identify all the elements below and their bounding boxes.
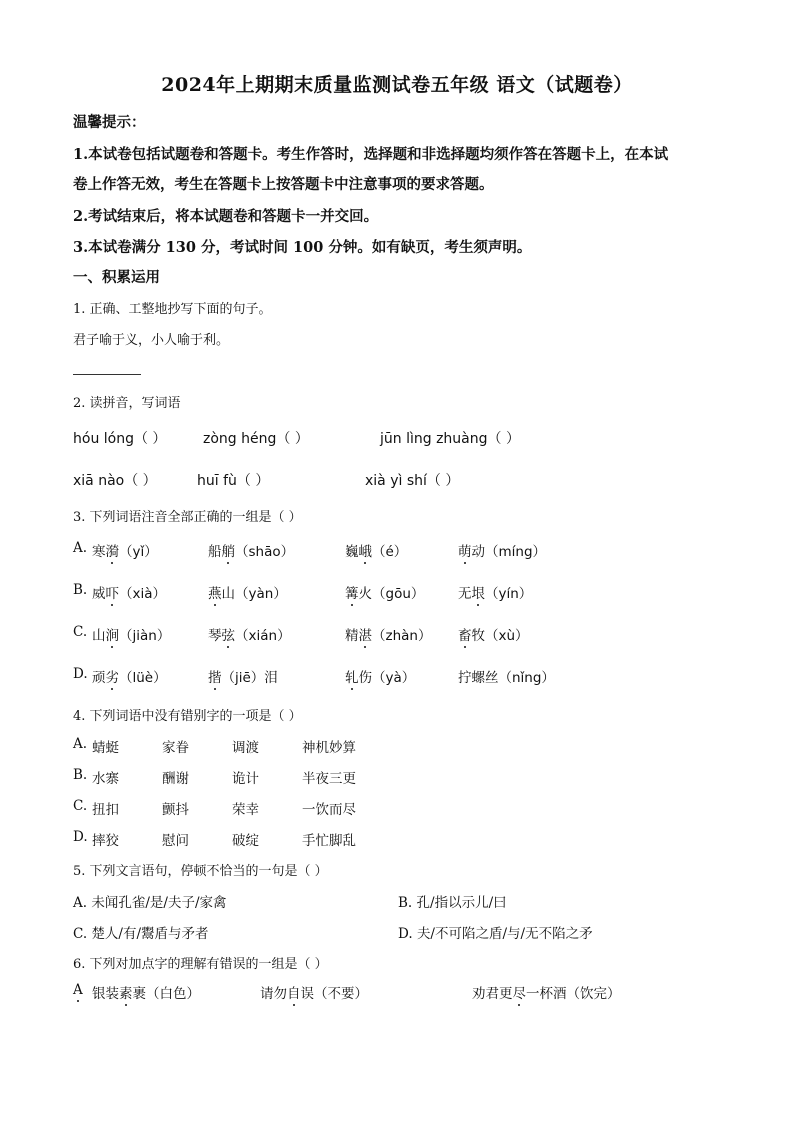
item-text: 船 [208, 544, 222, 560]
item-pinyin: （shāo） [235, 544, 295, 560]
q3-option-item [458, 624, 529, 644]
q3-option-item [92, 582, 166, 602]
item-text: 山 [92, 628, 106, 644]
q3-option-item [208, 624, 291, 644]
item-text: 误（不要） [300, 986, 368, 1002]
q3-option-item [208, 582, 287, 602]
item-text: 一杯酒（饮完） [526, 986, 621, 1002]
item-pinyin: （xián） [235, 628, 291, 644]
q4-option-word: 摔狡 [92, 833, 119, 849]
item-text: 拧 [458, 670, 472, 686]
item-pinyin: 螺丝（nǐng） [471, 670, 555, 686]
item-text: 无 [458, 586, 472, 602]
q4-option-word: 蜻蜓 [92, 740, 119, 756]
q4-option-label: D. [73, 829, 88, 845]
q6-option-item [472, 982, 621, 1002]
item-pinyin: （é） [372, 544, 408, 560]
option-label: C. [73, 926, 88, 942]
notice-item-2: 2.考试结束后，将本试题卷和答题卡一并交回。 [73, 208, 379, 225]
pinyin-item: huī fù（ ） [197, 473, 270, 489]
option-text: 未闻孔雀/是/夫子/家禽 [91, 895, 227, 911]
q6-option-item [260, 982, 368, 1002]
item-pinyin: 牧（xù） [471, 628, 529, 644]
item-pinyin: 动（míng） [471, 544, 547, 560]
q3-option-label: B. [73, 582, 88, 598]
dotted-char: 艄 [222, 540, 236, 560]
pinyin-item: xiā nào（ ） [73, 473, 157, 489]
item-pinyin: （xià） [119, 586, 167, 602]
item-text: 威 [92, 586, 106, 602]
question-1-stem: 1. 正确、工整地抄写下面的句子。 [73, 302, 272, 317]
dotted-char: 弦 [222, 624, 236, 644]
q4-option-word: 酬谢 [162, 771, 189, 787]
dotted-char: 湛 [359, 624, 373, 644]
q3-option-item [92, 666, 167, 686]
pinyin-item: zòng héng（ ） [203, 431, 309, 447]
q4-option-label: B. [73, 767, 88, 783]
item-pinyin: （zhàn） [372, 628, 432, 644]
q3-option-item [208, 666, 278, 686]
q6-option-item [92, 982, 200, 1002]
question-6-stem: 6. 下列对加点字的理解有错误的一组是（ ） [73, 957, 328, 972]
dotted-char: 尽 [513, 982, 527, 1002]
pinyin-item: xià yì shí（ ） [365, 473, 460, 489]
dotted-char: 涧 [106, 624, 120, 644]
dotted-char: 劣 [106, 666, 120, 686]
q3-option-item [92, 624, 170, 644]
item-pinyin: 山（yàn） [221, 586, 287, 602]
dotted-char: 素 [119, 982, 133, 1002]
item-text: 琴 [208, 628, 222, 644]
dotted-char: 吓 [106, 582, 120, 602]
q4-option-word: 神机妙算 [302, 740, 356, 756]
q4-option-word: 颤抖 [162, 802, 189, 818]
item-text: 精 [345, 628, 359, 644]
dotted-char: 轧 [345, 666, 359, 686]
q3-option-item [458, 582, 532, 602]
question-5-stem: 5. 下列文言语句，停顿不恰当的一句是（ ） [73, 864, 328, 879]
q6-option-label [73, 982, 83, 998]
pinyin-item: hóu lóng（ ） [73, 431, 167, 447]
question-4-stem: 4. 下列词语中没有错别字的一项是（ ） [73, 709, 302, 724]
q4-option-word: 扭扣 [92, 802, 119, 818]
item-text: 劝君更 [472, 986, 513, 1002]
question-3-stem: 3. 下列词语注音全部正确的一组是（ ） [73, 510, 302, 525]
item-text: 请勿 [260, 986, 287, 1002]
page-title: 2024年上期期末质量监测试卷五年级 语文（试题卷） [161, 74, 633, 96]
q4-option-word: 诡计 [232, 771, 259, 787]
notice-item-1b: 卷上作答无效，考生在答题卡上按答题卡中注意事项的要求答题。 [73, 176, 494, 193]
notice-item-1a: 1.本试卷包括试题卷和答题卡。考生作答时，选择题和非选择题均须作答在答题卡上，在本试 [73, 146, 669, 163]
q3-option-item [345, 540, 407, 560]
q3-option-item [458, 540, 546, 560]
q3-option-item [92, 540, 158, 560]
dotted-char: A [73, 982, 83, 998]
q4-option-word: 家眷 [162, 740, 189, 756]
option-label: D. [398, 926, 413, 942]
q3-option-item [458, 666, 555, 686]
option-text: 夫/不可陷之盾/与/无不陷之矛 [416, 926, 593, 942]
question-2-stem: 2. 读拼音，写词语 [73, 396, 181, 411]
option-label: A. [73, 895, 88, 911]
item-text: 裹（白色） [132, 986, 200, 1002]
q3-option-label: C. [73, 624, 88, 640]
q3-option-label: A. [73, 540, 88, 556]
dotted-char: 峨 [359, 540, 373, 560]
item-pinyin: （yǐ） [119, 544, 158, 560]
q5-option-d [398, 922, 593, 942]
item-pinyin: 火（gōu） [358, 586, 425, 602]
q4-option-word: 手忙脚乱 [302, 833, 356, 849]
item-pinyin: （lüè） [119, 670, 167, 686]
item-pinyin: （jiē）泪 [221, 670, 278, 686]
dotted-char: 燕 [208, 582, 222, 602]
q4-option-word: 调渡 [232, 740, 259, 756]
section-heading: 一、积累运用 [73, 269, 160, 286]
option-text: 楚人/有/鬻盾与矛者 [91, 926, 209, 942]
item-pinyin: （jiàn） [119, 628, 171, 644]
dotted-char: 篝 [345, 582, 359, 602]
item-pinyin: 伤（yà） [358, 670, 416, 686]
q3-option-item [345, 666, 415, 686]
q3-option-item [208, 540, 294, 560]
q4-option-label: A. [73, 736, 88, 752]
q4-option-word: 一饮而尽 [302, 802, 356, 818]
q5-option-b [398, 891, 507, 911]
option-text: 孔/指以示儿/曰 [416, 895, 507, 911]
q3-option-label: D. [73, 666, 88, 682]
notice-heading: 温馨提示： [73, 114, 146, 131]
item-pinyin: （yín） [485, 586, 533, 602]
answer-blank-line[interactable] [73, 374, 141, 375]
q4-option-word: 破绽 [232, 833, 259, 849]
q4-option-word: 荣幸 [232, 802, 259, 818]
q3-option-item [345, 624, 431, 644]
dotted-char: 畜 [458, 624, 472, 644]
dotted-char: 揩 [208, 666, 222, 686]
q5-option-a [73, 891, 227, 911]
q5-option-c [73, 922, 209, 942]
dotted-char: 萌 [458, 540, 472, 560]
question-1-sentence: 君子喻于义，小人喻于利。 [73, 333, 230, 348]
pinyin-item: jūn lìng zhuàng（ ） [380, 431, 520, 447]
item-text: 寒 [92, 544, 106, 560]
q4-option-word: 半夜三更 [302, 771, 356, 787]
item-text: 巍 [345, 544, 359, 560]
dotted-char: 垠 [472, 582, 486, 602]
item-text: 银装 [92, 986, 119, 1002]
dotted-char: 漪 [106, 540, 120, 560]
option-label: B. [398, 895, 413, 911]
item-text: 顽 [92, 670, 106, 686]
dotted-char: 自 [287, 982, 301, 1002]
q4-option-word: 水寨 [92, 771, 119, 787]
notice-item-3: 3.本试卷满分 130 分，考试时间 100 分钟。如有缺页，考生须声明。 [73, 239, 532, 256]
q4-option-label: C. [73, 798, 88, 814]
q4-option-word: 慰问 [162, 833, 189, 849]
q3-option-item [345, 582, 424, 602]
